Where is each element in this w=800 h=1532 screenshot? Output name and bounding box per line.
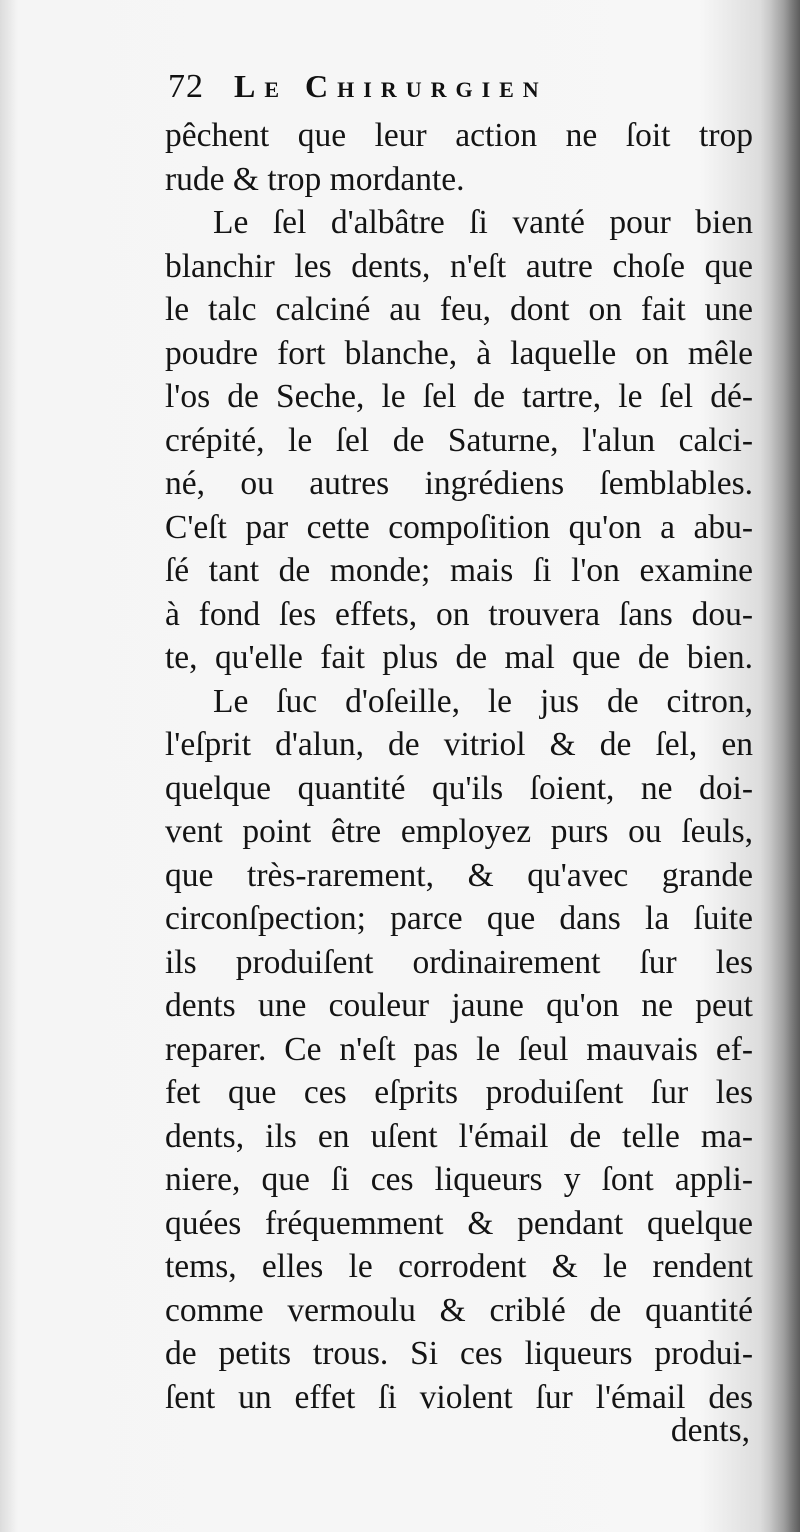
text-line: l'os de Seche, le ſel de tartre, le ſel dé- (165, 378, 753, 415)
running-title: Le Chirurgien (234, 68, 548, 104)
text-line: ſé tant de monde; mais ſi l'on examine (165, 552, 753, 589)
text-line: le talc calciné au feu, dont on fait une (165, 291, 753, 328)
text-line: circonſpection; parce que dans la ſuite (165, 900, 753, 937)
text-line: comme vermoulu & criblé de quantité (165, 1291, 753, 1329)
text-line: que très-rarement, & qu'avec grande (165, 856, 753, 894)
page-header (168, 68, 768, 118)
text-line: quées fréquemment & pendant quelque (165, 1204, 753, 1242)
text-line: te, qu'elle fait plus de mal que de bien. (165, 639, 753, 676)
text-line: l'eſprit d'alun, de vitriol & de ſel, en (165, 726, 753, 763)
text-line: C'eſt par cette compoſition qu'on a abu- (165, 508, 753, 546)
text-line: ils produiſent ordinairement ſur les (165, 943, 753, 981)
paragraph-start-line: Le ſel d'albâtre ſi vanté pour bien (213, 204, 753, 241)
catchword: dents, (670, 1412, 750, 1449)
text-line: reparer. Ce n'eſt pas le ſeul mauvais ef- (165, 1030, 753, 1068)
paragraph-start-line: Le ſuc d'oſeille, le jus de citron, (213, 682, 753, 720)
text-line: quelque quantité qu'ils ſoient, ne doi- (165, 769, 753, 807)
text-line: vent point être employez purs ou ſeuls, (165, 813, 753, 850)
text-line: niere, que ſi ces liqueurs y ſont appli- (165, 1161, 753, 1198)
text-line: ſent un effet ſi violent ſur l'émail des (165, 1378, 753, 1416)
text-line: tems, elles le corrodent & le rendent (165, 1248, 753, 1285)
text-line: de petits trous. Si ces liqueurs produi- (165, 1335, 753, 1372)
text-line: né, ou autres ingrédiens ſemblables. (165, 465, 753, 502)
text-line: fet que ces eſprits produiſent ſur les (165, 1074, 753, 1111)
body-text (165, 114, 753, 1419)
page-gutter-shadow (760, 0, 800, 1532)
text-line: rude & trop mordante. (165, 160, 465, 198)
page-number: 72 (168, 68, 204, 105)
text-line: pêchent que leur action ne ſoit trop (165, 117, 753, 154)
text-line: dents, ils en uſent l'émail de telle ma- (165, 1117, 753, 1155)
text-line: dents une couleur jaune qu'on ne peut (165, 987, 753, 1024)
text-line: crépité, le ſel de Saturne, l'alun calci- (165, 421, 753, 459)
text-line: poudre fort blanche, à laquelle on mêle (165, 334, 753, 372)
text-line: blanchir les dents, n'eſt autre choſe que (165, 247, 753, 285)
text-line: à fond ſes effets, on trouvera ſans dou- (165, 595, 753, 633)
